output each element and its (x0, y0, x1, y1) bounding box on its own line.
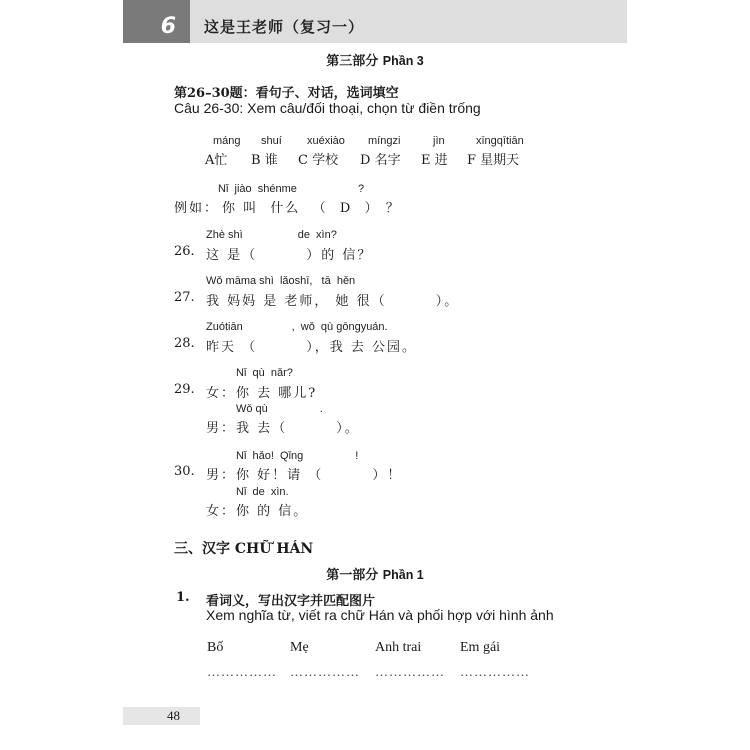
q30-line1-sentence: 你 好！请 （ ）！ (236, 468, 403, 483)
q26-sentence: 这 是（ ）的 信？ (206, 248, 373, 263)
lesson-number: 6 (160, 14, 176, 39)
blank-em-gai[interactable]: …………… (460, 664, 530, 679)
option-e-pinyin: jìn (433, 135, 445, 147)
option-f: F 星期天 (467, 153, 520, 168)
q27-sentence: 我 妈妈 是 老师， 她 很（ ）。 (206, 294, 460, 309)
example-pinyin: Nǐ jiào shénme ? (218, 183, 365, 195)
option-c-pinyin: xuéxiào (307, 135, 345, 147)
q30-line2-sentence: 你 的 信。 (236, 504, 309, 519)
option-f-pinyin: xīngqītiān (476, 135, 524, 147)
page-number-box (123, 707, 200, 725)
lesson-number-box (123, 0, 190, 43)
part1-title-cn: 第一部分 (326, 568, 379, 583)
word-anh-trai: Anh trai (375, 640, 422, 655)
q29-line1-speaker: 女： (206, 386, 237, 401)
page-number: 48 (167, 708, 180, 723)
option-b: B 谁 (251, 153, 278, 168)
lesson-title: 这是王老师（复习一） (204, 18, 365, 36)
part3-instruction-cn: 第26–30题：看句子、对话，选词填空 (174, 86, 399, 101)
lesson-title-banner (190, 0, 627, 43)
q27-pinyin: Wǒ māma shì lǎoshī, tā hěn (206, 275, 356, 287)
section3-heading: 三、汉字 CHỮ HÁN (174, 541, 314, 557)
q26-number: 26. (174, 244, 195, 259)
part1-title (0, 564, 750, 583)
q1-number: 1. (176, 590, 190, 605)
part1-title-vn: Phần 1 (382, 568, 424, 582)
q28-sentence: 昨天 （ ），我 去 公园。 (206, 340, 417, 355)
q26-pinyin: Zhè shì de xìn? (206, 229, 337, 241)
q1-instruction-vn: Xem nghĩa từ, viết ra chữ Hán và phối hợp với hình ảnh (206, 607, 554, 623)
word-bo: Bố (207, 640, 224, 655)
q30-line2-speaker: 女： (206, 504, 237, 519)
q30-line1-pinyin: Nǐ hǎo! Qǐng ! (236, 450, 359, 462)
q29-line2-sentence: 我 去（ ）。 (236, 421, 360, 436)
q30-line2-pinyin: Nǐ de xìn. (236, 486, 289, 498)
q29-line1-sentence: 你 去 哪儿? (236, 386, 318, 401)
q27-number: 27. (174, 290, 195, 305)
q30-number: 30. (174, 464, 195, 479)
option-d: D 名字 (360, 153, 401, 168)
q29-line1-pinyin: Nǐ qù nǎr? (236, 367, 293, 379)
q1-instruction-cn: 看词义，写出汉字并匹配图片 (206, 594, 376, 609)
word-em-gai: Em gái (460, 640, 501, 655)
blank-anh-trai[interactable]: …………… (375, 664, 445, 679)
option-d-pinyin: míngzi (368, 135, 401, 147)
option-a-pinyin: máng (213, 135, 241, 147)
q29-line2-pinyin: Wǒ qù . (236, 403, 323, 415)
example-sentence: 你 叫 什么 （ D ） ？ (222, 201, 401, 216)
part3-title (0, 50, 750, 69)
q29-line2-speaker: 男： (206, 421, 237, 436)
q28-number: 28. (174, 336, 195, 351)
option-b-pinyin: shuí (261, 135, 282, 147)
q29-number: 29. (174, 382, 195, 397)
q30-line1-speaker: 男： (206, 468, 237, 483)
part3-instruction-vn: Câu 26-30: Xem câu/đối thoại, chọn từ điền trống (174, 100, 481, 116)
option-e: E 进 (421, 153, 448, 168)
blank-bo[interactable]: …………… (207, 664, 277, 679)
example-label: 例如： (174, 201, 220, 216)
q28-pinyin: Zuótiān , wǒ qù gōngyuán. (206, 321, 388, 333)
word-me: Mẹ (290, 640, 309, 655)
part3-title-cn: 第三部分 (326, 54, 379, 69)
part3-title-vn: Phần 3 (382, 54, 424, 68)
blank-me[interactable]: …………… (290, 664, 360, 679)
option-c: C 学校 (298, 153, 339, 168)
option-a: A忙 (205, 153, 228, 168)
